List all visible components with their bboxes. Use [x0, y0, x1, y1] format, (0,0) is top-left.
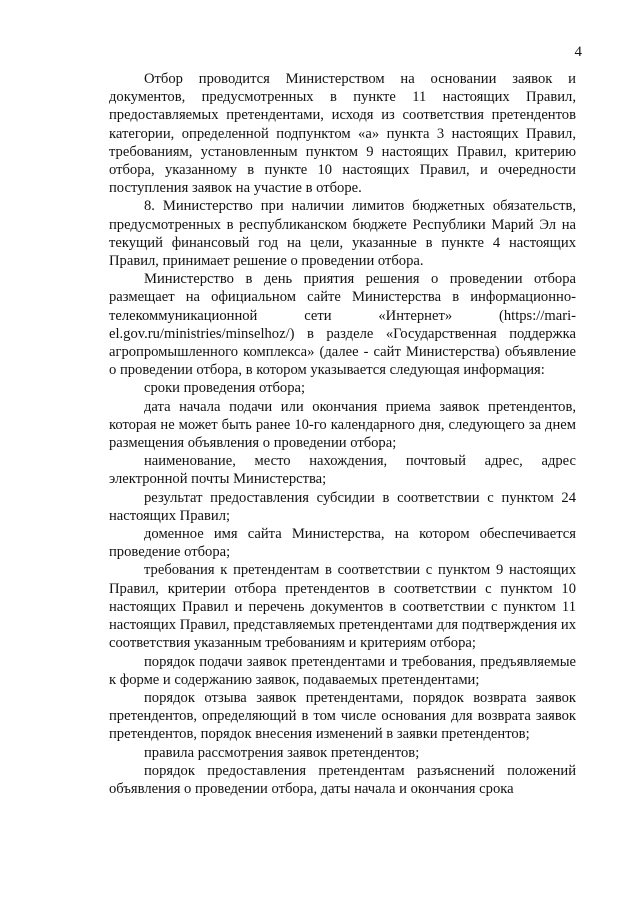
list-item-withdrawal-procedure: порядок отзыва заявок претендентами, порядок возврата заявок претендентов, определяющий в том числе основания для возврата заявок претендентов, порядок внесения изменений в заявки претендентов; — [109, 689, 576, 743]
list-item-submission-procedure: порядок подачи заявок претендентами и требования, предъявляемые к форме и содержанию заявок, подаваемых претендентами; — [109, 653, 576, 688]
list-item-clarifications: порядок предоставления претендентам разъяснений положений объявления о проведении отбора, даты начала и окончания срока — [109, 762, 576, 797]
paragraph-announcement-publication: Министерство в день приятия решения о проведении отбора размещает на официальном сайте Министерства в информационно-телекоммуникационной сети «Интернет» (https://mari-el.gov.ru/ministries/minselhoz/) в разделе «Государственная поддержка агропромышленного комплекса» (далее - сайт Министерства) объявление о проведении отбора, в котором указывается следующая информация: — [109, 271, 576, 379]
paragraph-item-8: 8. Министерство при наличии лимитов бюджетных обязательств, предусмотренных в республиканском бюджете Республики Марий Эл на текущий финансовый год на цели, указанные в пункте 4 настоящих Правил, принимает решение о проведении отбора. — [109, 198, 576, 270]
list-item-application-start-date: дата начала подачи или окончания приема заявок претендентов, которая не может быть ранее 10-го календарного дня, следующего за днем размещения объявления о проведении отбора; — [109, 398, 576, 452]
list-item-selection-dates: сроки проведения отбора; — [144, 380, 306, 397]
list-item-domain-name: доменное имя сайта Министерства, на котором обеспечивается проведение отбора; — [109, 526, 576, 561]
document-body — [109, 70, 576, 798]
paragraph-selection-basis: Отбор проводится Министерством на основании заявок и документов, предусмотренных в пункте 11 настоящих Правил, предоставляемых претендентами, исходя из соответствия претендентов категории, определенной подпунктом «а» пункта 3 настоящих Правил, требованиям, установленным пунктом 9 настоящих Правил, критерию отбора, указанному в пункте 10 настоящих Правил, и очередности поступления заявок на участие в отборе. — [109, 71, 576, 197]
list-item-subsidy-result: результат предоставления субсидии в соответствии с пунктом 24 настоящих Правил; — [109, 489, 576, 524]
page-number: 4 — [574, 44, 582, 60]
list-item-requirements: требования к претендентам в соответствии с пунктом 9 настоящих Правил, критерии отбора претендентов в соответствии с пунктом 10 настоящих Правил и перечень документов в соответствии с пунктом 11 настоящих Правил, представляемых претендентами для подтверждения их соответствия указанным требованиям и критериям отбора; — [109, 562, 576, 652]
list-item-ministry-address: наименование, место нахождения, почтовый адрес, адрес электронной почты Министерства; — [109, 453, 576, 488]
list-item-review-rules: правила рассмотрения заявок претендентов; — [144, 744, 420, 761]
